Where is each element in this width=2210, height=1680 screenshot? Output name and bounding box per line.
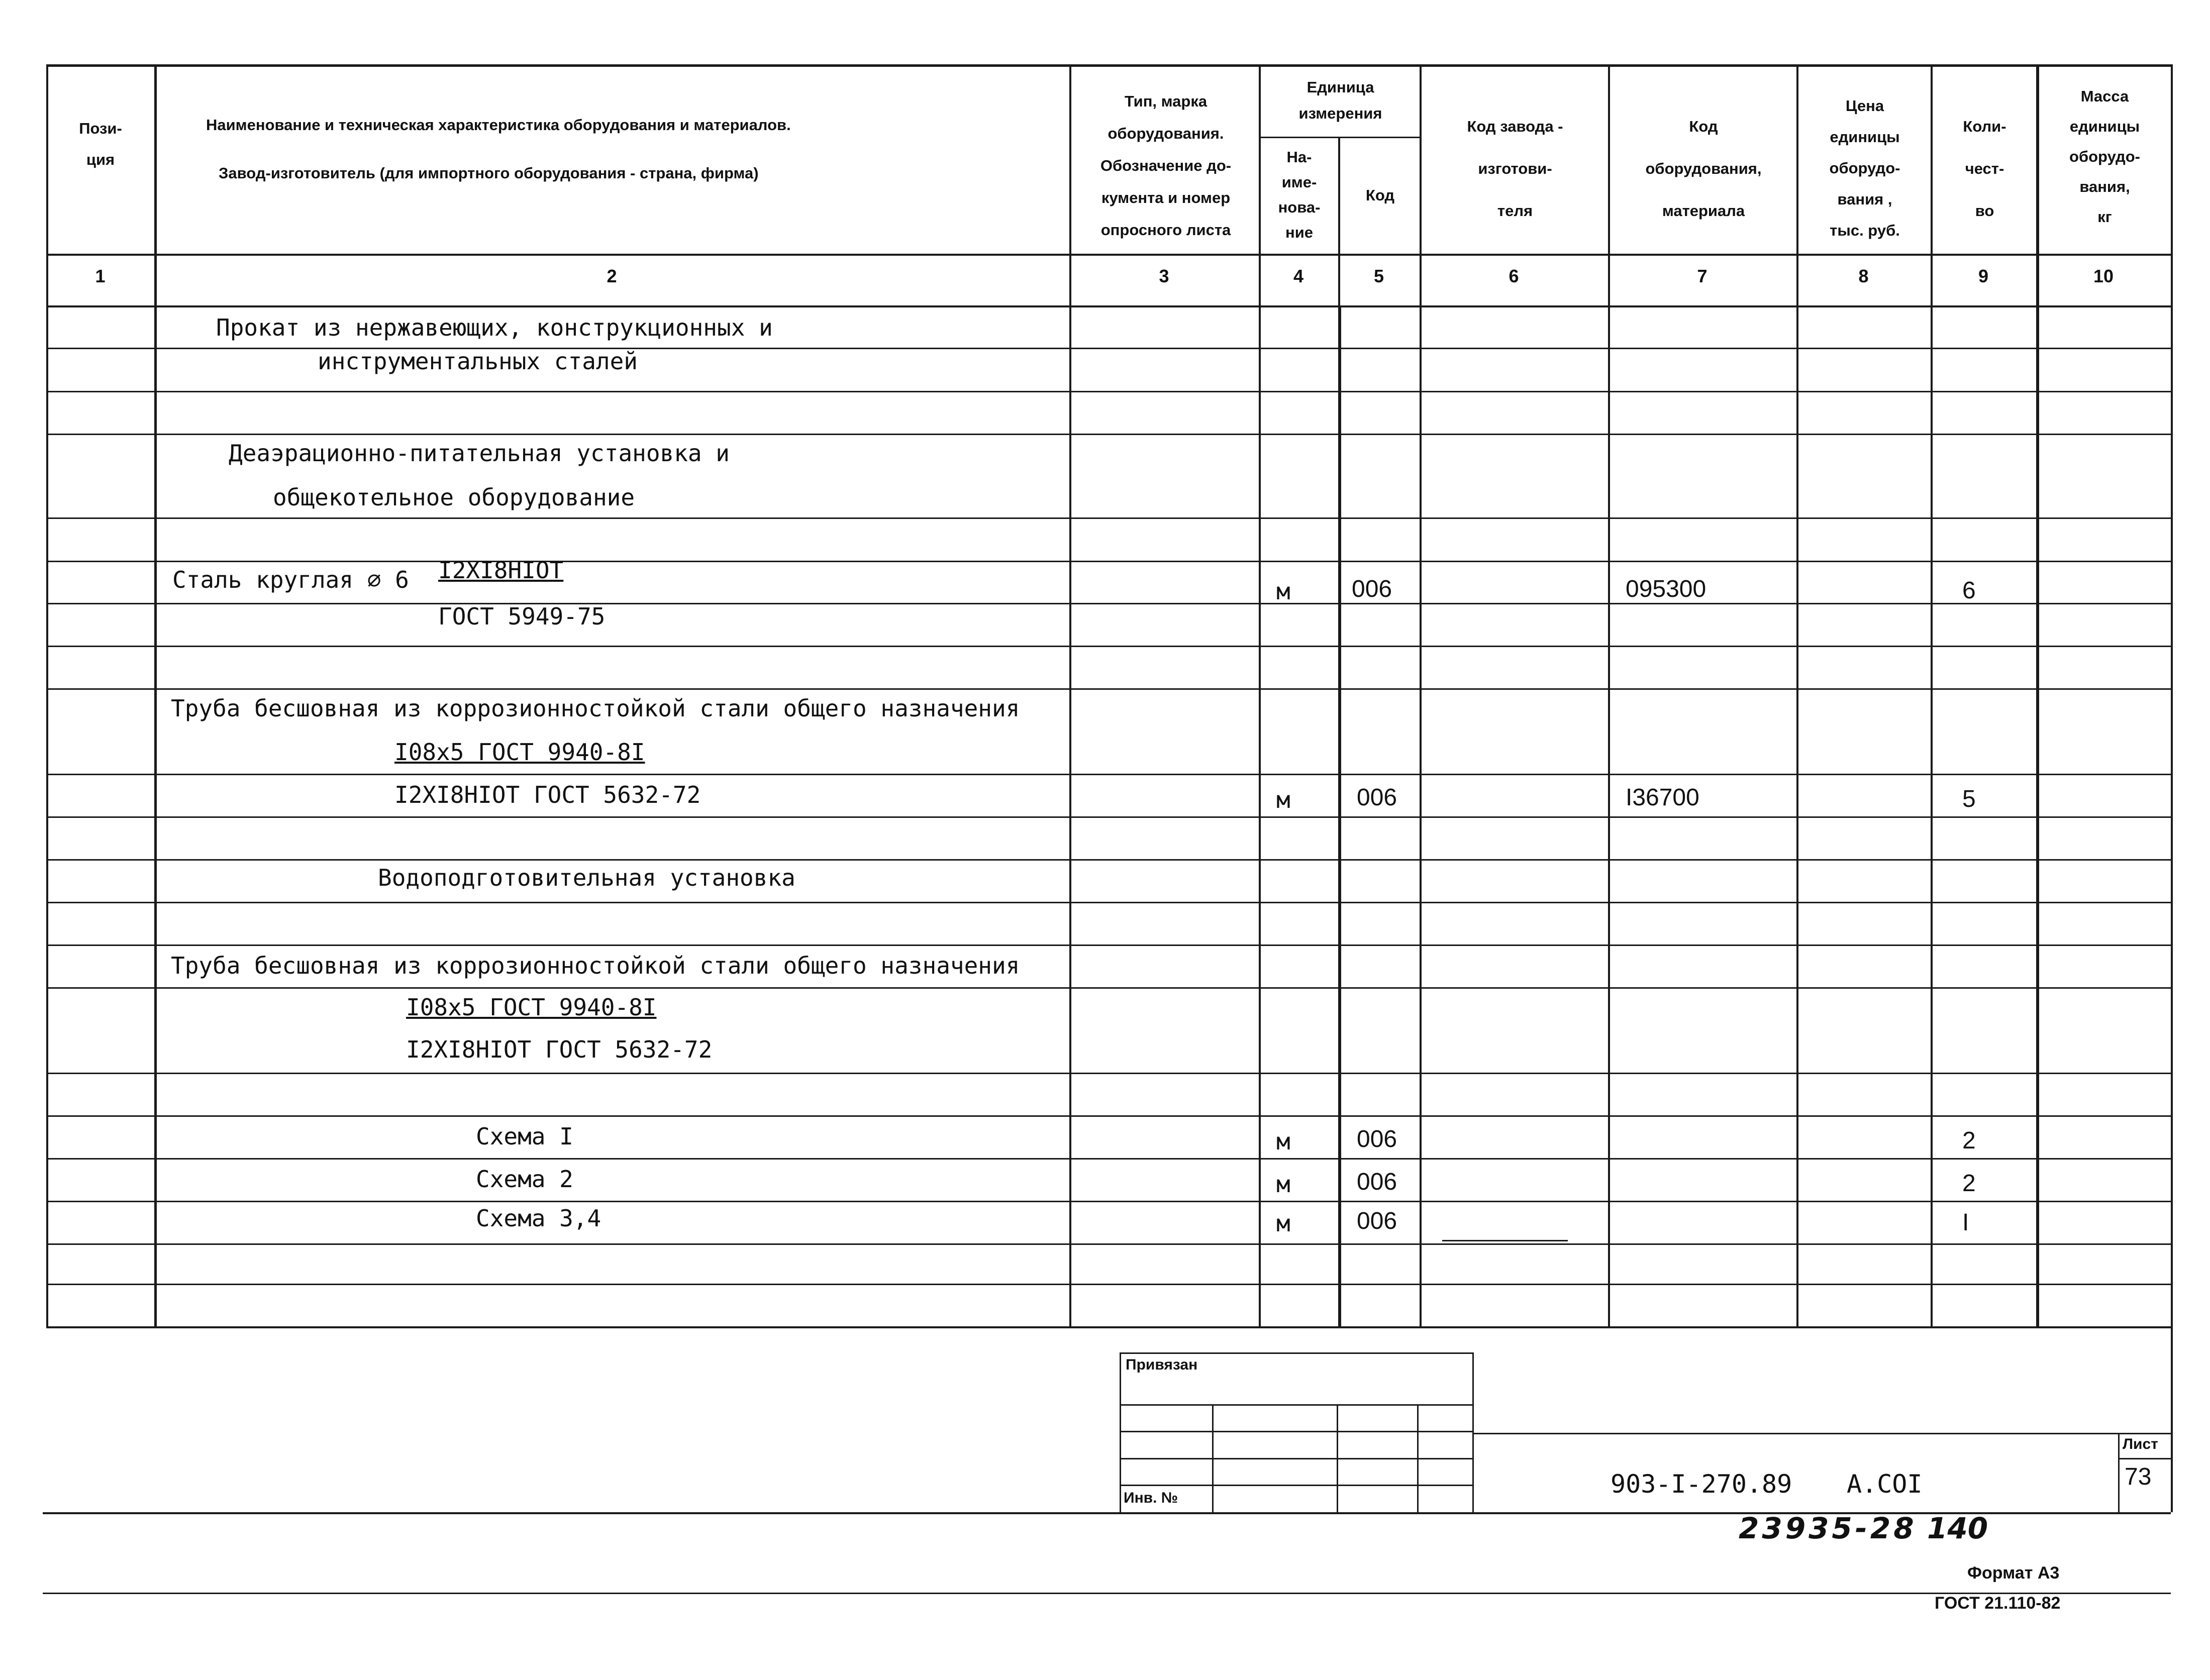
header-plant-code: Код завода - изготови- теля: [1467, 118, 1563, 220]
item2-grade: I2XI8HIOT ГОСТ 5632-72: [394, 781, 701, 808]
sheet-label: Лист: [2123, 1436, 2158, 1452]
col-number-2: 2: [607, 266, 617, 286]
col-number-9: 9: [1978, 266, 1989, 286]
section3-title: Водоподготовительная установка: [378, 864, 795, 891]
section1-title-line1: Прокат из нержавеющих, конструкционных и: [216, 314, 773, 341]
item1-name: Сталь круглая ∅ 6: [172, 566, 409, 593]
item2-code: 006: [1357, 784, 1397, 811]
header-qty: Коли- чест- во: [1963, 118, 2006, 220]
scheme2-name: Схема 2: [476, 1166, 573, 1193]
item1-equip-code: 095300: [1626, 576, 1706, 602]
section2-title-line1: Деаэрационно-питательная установка и: [229, 440, 730, 467]
format-label: Формат А3: [1967, 1563, 2060, 1583]
header-name-line1: Наименование и техническая характеристика оборудования и материалов.: [206, 116, 791, 134]
item3-size: I08x5 ГОСТ 9940-8I: [406, 994, 657, 1021]
col-number-10: 10: [2093, 266, 2114, 286]
header-unit-name: На- име- нова- ние: [1278, 148, 1321, 241]
col-number-8: 8: [1858, 266, 1869, 286]
col-number-3: 3: [1159, 266, 1169, 286]
header-unit: Единица измерения: [1298, 78, 1382, 122]
item1-code: 006: [1352, 576, 1392, 602]
item2-unit: м: [1276, 786, 1290, 813]
scheme1-unit: м: [1276, 1128, 1290, 1155]
item2-name: Труба бесшовная из коррозионностойкой стали общего назначения: [171, 695, 1020, 722]
item1-unit: м: [1276, 578, 1290, 605]
scheme3-unit: м: [1276, 1210, 1290, 1237]
sheet-number: 73: [2125, 1463, 2152, 1490]
scheme2-qty: 2: [1962, 1170, 1976, 1197]
section2-title-line2: общекотельное оборудование: [273, 484, 635, 511]
header-equip-code: Код оборудования, материала: [1645, 118, 1762, 220]
item1-qty: 6: [1962, 577, 1976, 604]
col-number-1: 1: [95, 266, 106, 286]
header-price: Цена единицы оборудо- вания , тыс. руб.: [1829, 97, 1900, 239]
scheme2-code: 006: [1357, 1169, 1397, 1195]
gost-label: ГОСТ 21.110-82: [1935, 1594, 2061, 1613]
item2-qty: 5: [1962, 786, 1976, 812]
handwritten-number-2: 140: [1927, 1511, 1988, 1545]
scheme3-code: 006: [1357, 1208, 1397, 1234]
scheme3-qty: I: [1962, 1209, 1969, 1236]
scheme3-plant-code-rule: [1442, 1240, 1568, 1241]
handwritten-number: 23935-28: [1739, 1511, 1917, 1545]
header-mass: Масса единицы оборудо- вания, кг: [2069, 87, 2140, 226]
item1-gost: ГОСТ 5949-75: [438, 603, 606, 630]
section1-title-line2: инструментальных сталей: [318, 348, 638, 375]
item3-name: Труба бесшовная из коррозионностойкой стали общего назначения: [171, 952, 1020, 979]
header-position: Пози- ция: [79, 120, 122, 168]
item1-grade: I2XI8HIOT: [438, 557, 564, 584]
header-name-line2: Завод-изготовитель (для импортного оборудования - страна, фирма): [219, 164, 759, 182]
scheme3-name: Схема 3,4: [476, 1205, 601, 1232]
col-number-4: 4: [1293, 266, 1304, 286]
item2-equip-code: I36700: [1626, 784, 1699, 811]
scheme1-code: 006: [1357, 1126, 1397, 1152]
stamp-bound-label: Привязан: [1126, 1356, 1198, 1373]
item3-grade: I2XI8HIOT ГОСТ 5632-72: [406, 1036, 713, 1063]
document-code: 903-I-270.89: [1611, 1469, 1792, 1499]
scheme1-qty: 2: [1962, 1127, 1976, 1154]
bottom-rule: [43, 1593, 2171, 1594]
header-type: Тип, марка оборудования. Обозначение до- кумента и номер опросного листа: [1100, 92, 1232, 239]
scheme2-unit: м: [1276, 1171, 1290, 1198]
col-number-5: 5: [1373, 266, 1384, 286]
item2-size: I08x5 ГОСТ 9940-8I: [394, 739, 645, 766]
col-number-6: 6: [1509, 266, 1519, 286]
document-suffix: A.COI: [1847, 1469, 1923, 1499]
col-number-7: 7: [1697, 266, 1707, 286]
stamp-inv-no-label: Инв. №: [1124, 1490, 1178, 1506]
header-unit-code: Код: [1365, 186, 1395, 204]
scheme1-name: Схема I: [476, 1123, 573, 1150]
